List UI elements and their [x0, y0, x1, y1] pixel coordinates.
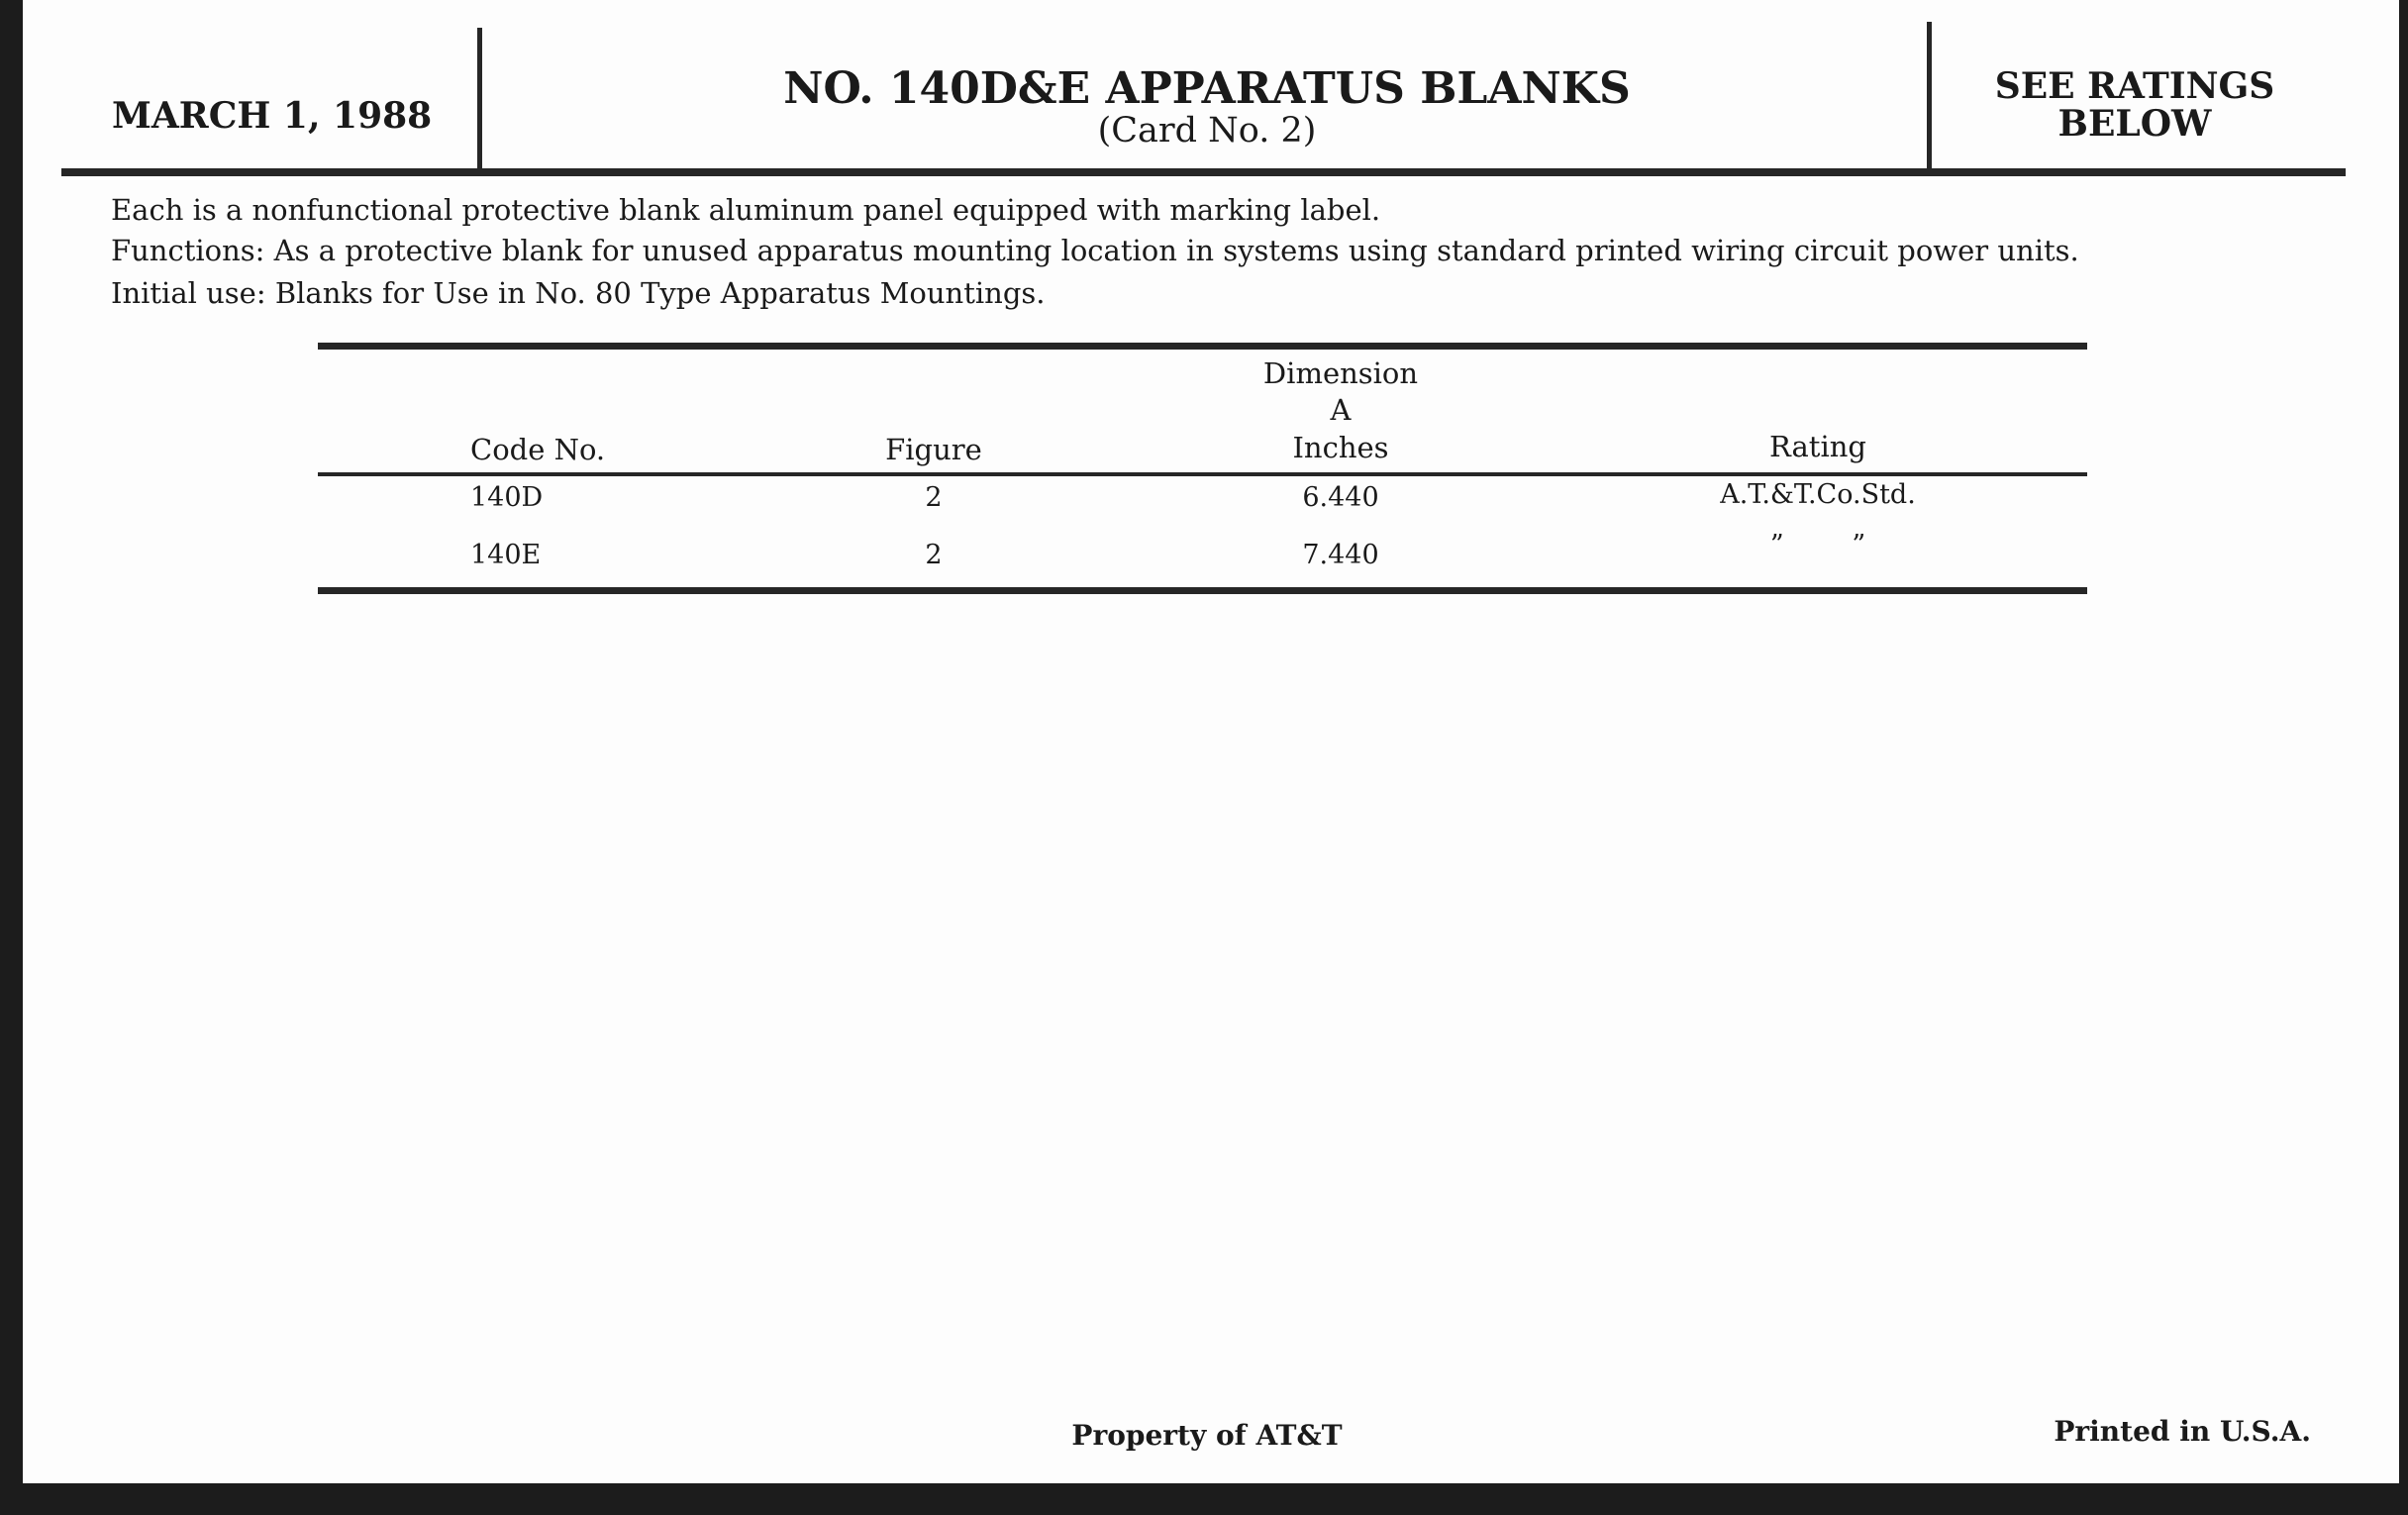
header-inches: Inches — [1292, 431, 1389, 464]
header-code: Code No. — [470, 433, 606, 466]
card-date: MARCH 1, 1988 — [112, 95, 433, 137]
ratings-note-line1: SEE RATINGS — [1994, 65, 2275, 107]
catalog-card — [23, 0, 2399, 1483]
cell-rating-ditto: ” ” — [1769, 530, 1866, 560]
cell-code: 140D — [470, 482, 544, 513]
cell-code: 140E — [470, 540, 542, 570]
table-bottom-rule — [318, 587, 2087, 594]
table-top-rule — [318, 343, 2087, 350]
header-rating: Rating — [1769, 430, 1866, 463]
footer-printed: Printed in U.S.A. — [2054, 1415, 2311, 1448]
description-line: Initial use: Blanks for Use in No. 80 Type Apparatus Mountings. — [111, 276, 1046, 310]
header-rule — [61, 168, 2346, 176]
cell-figure: 2 — [925, 540, 943, 570]
header-dimension: Dimension — [1262, 356, 1419, 390]
card-title: NO. 140D&E APPARATUS BLANKS — [783, 63, 1631, 114]
description-line: Each is a nonfunctional protective blank aluminum panel equipped with marking label. — [111, 193, 1381, 227]
cell-dimension: 7.440 — [1302, 540, 1379, 570]
ratings-note-line2: BELOW — [2057, 103, 2212, 145]
header-divider-right — [1927, 22, 1932, 172]
cell-rating: A.T.&T.Co.Std. — [1720, 479, 1916, 510]
cell-dimension: 6.440 — [1302, 482, 1379, 513]
table-header-rule — [318, 472, 2087, 476]
description-line: Functions: As a protective blank for unused apparatus mounting location in systems using standard printed wiring circuit power units. — [111, 234, 2079, 267]
cell-figure: 2 — [925, 482, 943, 513]
header-figure: Figure — [885, 433, 982, 466]
card-subtitle: (Card No. 2) — [1097, 111, 1317, 151]
header-divider-left — [477, 28, 482, 174]
header-dimension-a: A — [1330, 393, 1352, 427]
footer-property: Property of AT&T — [1071, 1419, 1343, 1452]
